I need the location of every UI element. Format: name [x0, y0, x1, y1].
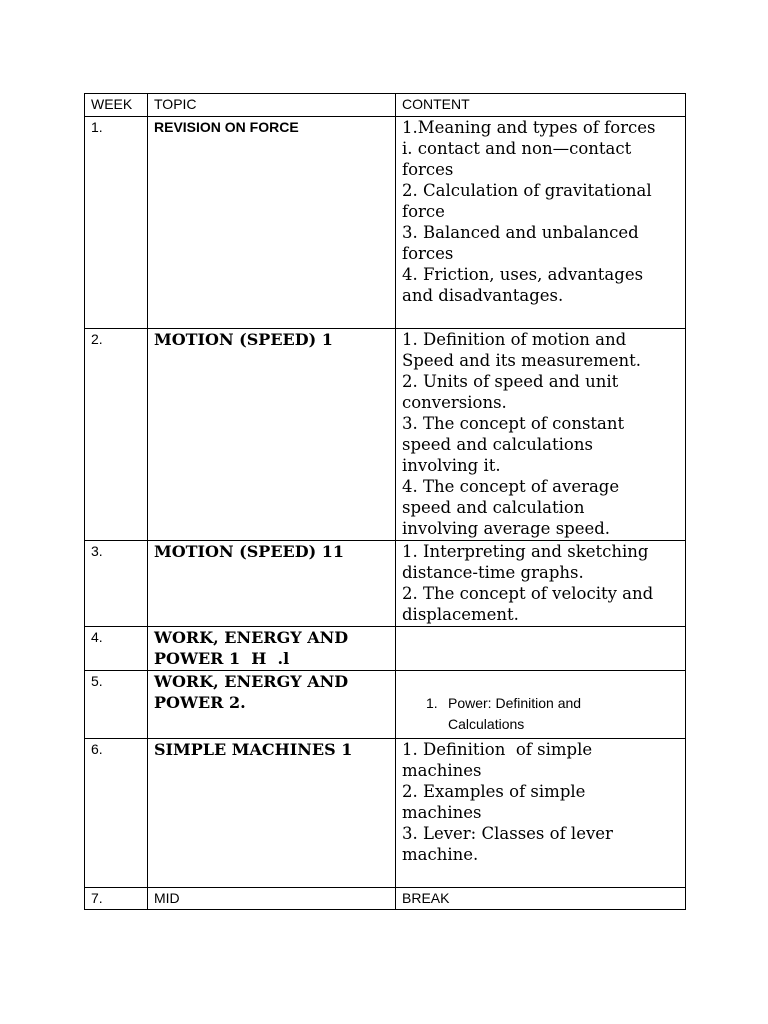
table-row [85, 671, 686, 739]
content-line: and disadvantages. [402, 286, 564, 305]
content-line: 3. Lever: Classes of lever [402, 824, 613, 843]
content-line: machines [402, 761, 482, 780]
content-line: 2. Examples of simple [402, 782, 586, 801]
content-line: displacement. [402, 605, 519, 624]
table-row [85, 329, 686, 541]
topic-line: POWER 2. [154, 693, 246, 712]
header-content: CONTENT [396, 94, 686, 117]
table-row [85, 117, 686, 329]
table-row [85, 739, 686, 888]
content-cell [396, 541, 686, 627]
content-line: 2. The concept of velocity and [402, 584, 654, 603]
week-number: 6. [85, 739, 148, 888]
table-header-row [85, 94, 686, 117]
content-line: involving average speed. [402, 519, 611, 538]
topic-cell: MID [148, 888, 396, 910]
content-line: speed and calculation [402, 498, 585, 517]
week-number: 1. [85, 117, 148, 329]
topic-cell: MOTION (SPEED) 1 [148, 329, 396, 541]
list-number: 1. [426, 695, 438, 711]
content-line: 4. The concept of average [402, 477, 620, 496]
content-line: 1. Definition of motion and [402, 330, 627, 349]
content-cell: BREAK [396, 888, 686, 910]
content-line: i. contact and non—contact [402, 139, 632, 158]
scheme-of-work-table [84, 93, 686, 910]
list-item-line: Power: Definition and [448, 695, 582, 711]
topic-cell [148, 671, 396, 739]
topic-cell: SIMPLE MACHINES 1 [148, 739, 396, 888]
table-row [85, 627, 686, 671]
content-cell [396, 671, 686, 739]
header-week: WEEK [85, 94, 148, 117]
content-line: speed and calculations [402, 435, 593, 454]
topic-cell: REVISION ON FORCE [148, 117, 396, 329]
content-line: Speed and its measurement. [402, 351, 642, 370]
content-cell [396, 117, 686, 329]
content-line: 1. Definition of simple [402, 740, 593, 759]
week-number: 4. [85, 627, 148, 671]
topic-line: POWER 1 H .l [154, 649, 290, 668]
content-line: involving it. [402, 456, 501, 475]
content-line: 3. Balanced and unbalanced [402, 223, 639, 242]
content-cell [396, 329, 686, 541]
header-topic: TOPIC [148, 94, 396, 117]
content-line: 2. Calculation of gravitational [402, 181, 652, 200]
content-cell [396, 739, 686, 888]
content-line: 1.Meaning and types of forces [402, 118, 656, 137]
table-row [85, 541, 686, 627]
content-line: 3. The concept of constant [402, 414, 625, 433]
content-line: forces [402, 160, 454, 179]
table-row [85, 888, 686, 910]
topic-cell [148, 627, 396, 671]
week-number: 7. [85, 888, 148, 910]
content-line: 4. Friction, uses, advantages [402, 265, 644, 284]
week-number: 5. [85, 671, 148, 739]
content-line: forces [402, 244, 454, 263]
week-number: 3. [85, 541, 148, 627]
content-cell [396, 627, 686, 671]
content-line: distance-time graphs. [402, 563, 584, 582]
content-line: machine. [402, 845, 479, 864]
content-line: 2. Units of speed and unit [402, 372, 619, 391]
topic-line: WORK, ENERGY AND [154, 628, 349, 647]
content-line: conversions. [402, 393, 507, 412]
week-number: 2. [85, 329, 148, 541]
topic-cell: MOTION (SPEED) 11 [148, 541, 396, 627]
list-item-line: Calculations [448, 716, 525, 732]
content-line: force [402, 202, 445, 221]
content-line: 1. Interpreting and sketching [402, 542, 649, 561]
topic-line: WORK, ENERGY AND [154, 672, 349, 691]
content-line: machines [402, 803, 482, 822]
